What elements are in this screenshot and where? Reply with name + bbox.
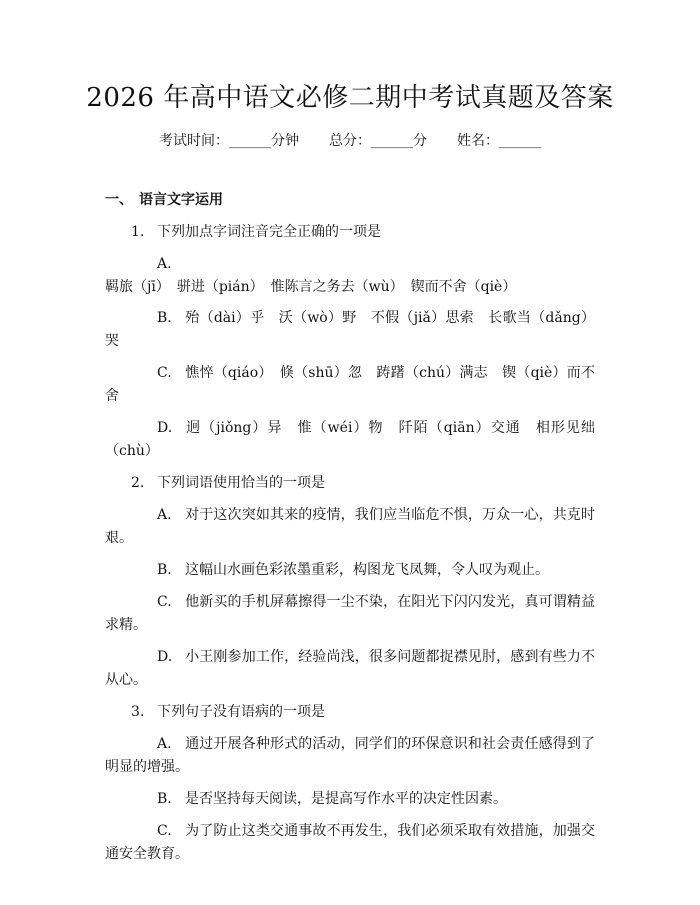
question-text: 下列加点字词注音完全正确的一项是	[157, 224, 381, 240]
answer-option	[105, 788, 595, 811]
answer-option	[105, 591, 595, 637]
question-number: 3.	[131, 704, 145, 720]
answer-option	[105, 733, 595, 779]
question-text: 下列词语使用恰当的一项是	[157, 475, 325, 491]
exam-info-line	[0, 131, 700, 151]
answer-option	[105, 820, 595, 866]
answer-option	[105, 253, 595, 299]
option-text: 是否坚持每天阅读，是提高写作水平的决定性因素。	[185, 791, 507, 807]
option-text: 羁旅（jī） 骈进（pián） 惟陈言之务去（wù） 锲而不舍（qiè）	[105, 279, 517, 295]
question-number: 1.	[131, 224, 145, 240]
page-title: 2026 年高中语文必修二期中考试真题及答案	[86, 83, 614, 113]
section-title: 语言文字运用	[139, 192, 223, 208]
question-list	[105, 221, 595, 875]
answer-option	[105, 504, 595, 550]
answer-option	[105, 362, 595, 408]
option-label: A.	[157, 256, 172, 272]
option-text: 通过开展各种形式的活动，同学们的环保意识和社会责任感得到了明显的增强。	[105, 736, 595, 775]
option-label: D.	[157, 649, 173, 665]
answer-option	[105, 559, 595, 582]
option-text: 他新买的手机屏幕擦得一尘不染，在阳光下闪闪发光，真可谓精益求精。	[105, 594, 595, 633]
option-label: C.	[157, 365, 172, 381]
option-text: 这幅山水画色彩浓墨重彩，构图龙飞凤舞，令人叹为观止。	[185, 562, 549, 578]
option-text: 对于这次突如其来的疫情，我们应当临危不惧，万众一心，共克时艰。	[105, 507, 595, 546]
option-label: C.	[157, 823, 172, 839]
section-number: 一、	[105, 192, 133, 208]
question-stem	[105, 701, 595, 724]
question-number: 2.	[131, 475, 145, 491]
question-stem	[105, 472, 595, 495]
option-text: 为了防止这类交通事故不再发生，我们必须采取有效措施，加强交通安全教育。	[105, 823, 595, 862]
option-text: 迥（jiǒng）异 惟（wéi）物 阡陌（qiān）交通 相形见绌（chù）	[105, 420, 595, 459]
section-heading	[105, 190, 223, 210]
exam-score-field: 总分：______分	[329, 133, 427, 149]
option-text: 憔悴（qiáo） 倏（shū）忽 踌躇（chú）满志 锲（qiè）而不舍	[105, 365, 595, 404]
question-text: 下列句子没有语病的一项是	[157, 704, 325, 720]
exam-time-field: 考试时间：______分钟	[159, 133, 299, 149]
student-name-field: 姓名：______	[457, 133, 541, 149]
option-label: B.	[157, 310, 172, 326]
option-label: D.	[157, 420, 173, 436]
option-label: B.	[157, 562, 172, 578]
option-label: A.	[157, 736, 172, 752]
question-stem	[105, 221, 595, 244]
option-label: B.	[157, 791, 172, 807]
option-label: A.	[157, 507, 172, 523]
option-label: C.	[157, 594, 172, 610]
option-text: 殆（dài）乎 沃（wò）野 不假（jiǎ）思索 长歌当（dǎng）哭	[105, 310, 595, 349]
answer-option	[105, 307, 595, 353]
answer-option	[105, 646, 595, 692]
answer-option	[105, 417, 595, 463]
option-text: 小王刚参加工作，经验尚浅，很多问题都捉襟见肘，感到有些力不从心。	[105, 649, 595, 688]
